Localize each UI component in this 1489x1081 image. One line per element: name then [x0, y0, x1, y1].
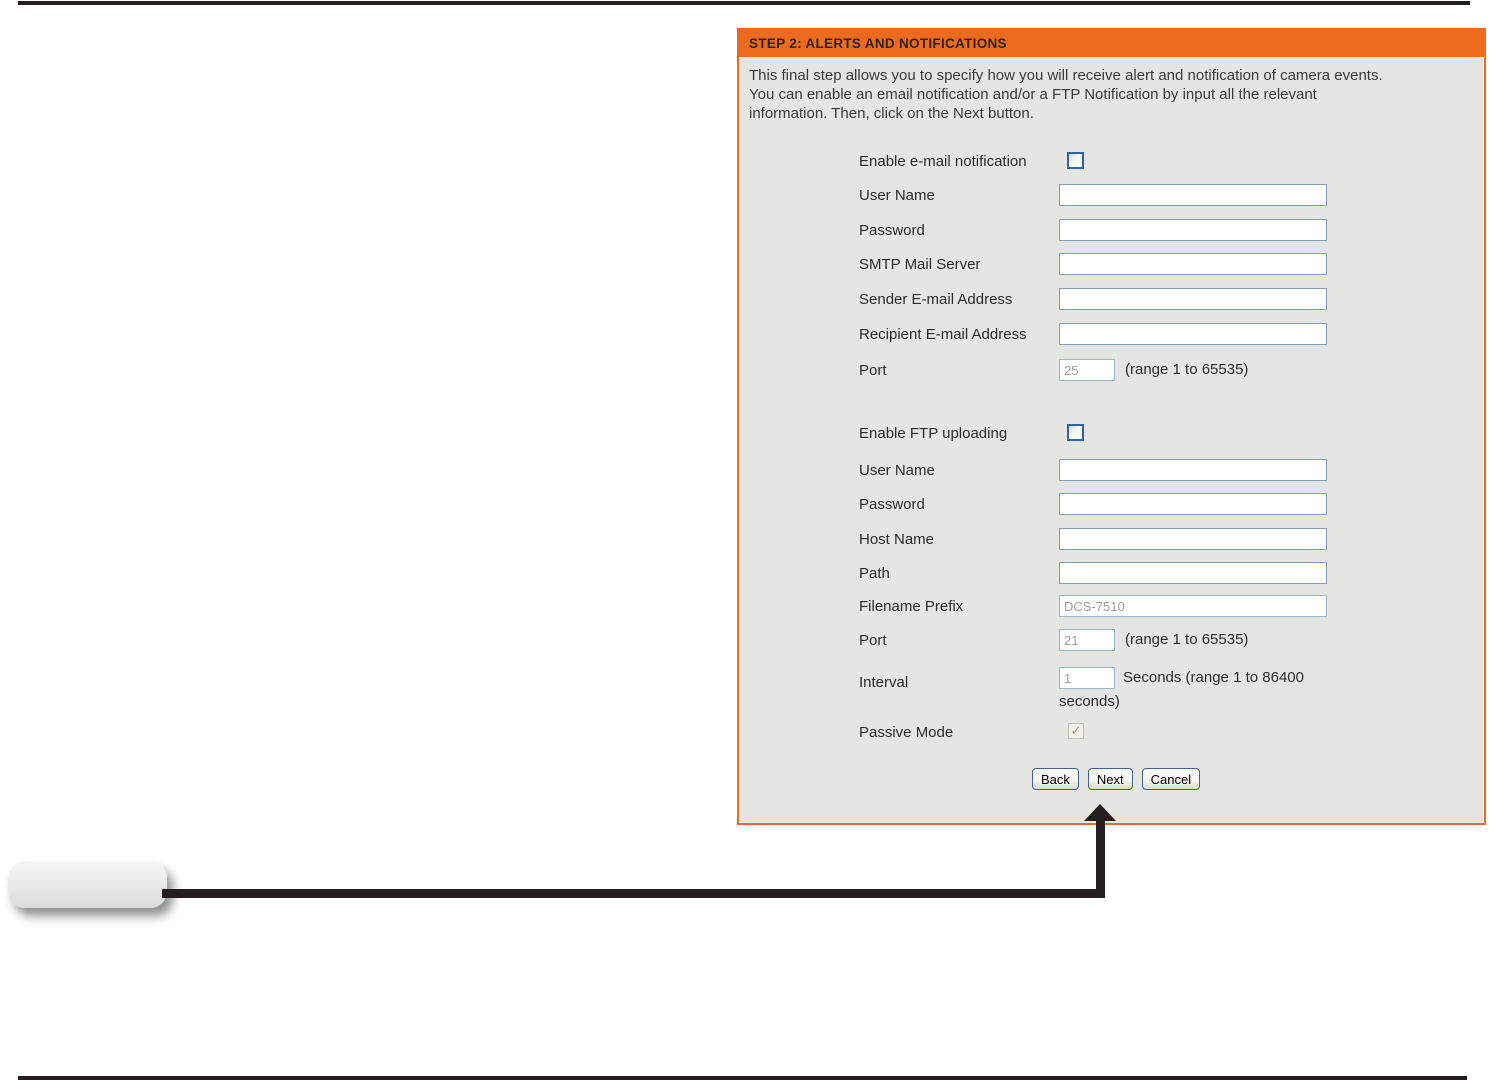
annotation-arrow-head-icon	[1084, 804, 1116, 821]
smtp-server-input[interactable]	[1059, 253, 1327, 275]
email-password-input[interactable]	[1059, 219, 1327, 241]
sender-email-label: Sender E-mail Address	[859, 291, 1013, 308]
enable-email-label: Enable e-mail notification	[859, 153, 1027, 170]
recipient-email-label: Recipient E-mail Address	[859, 326, 1027, 343]
ftp-port-label: Port	[859, 632, 887, 649]
ftp-password-label: Password	[859, 496, 925, 513]
ftp-interval-range-hint: Seconds (range 1 to 86400 seconds)	[1059, 669, 1304, 710]
ftp-filename-prefix-label: Filename Prefix	[859, 598, 964, 615]
annotation-arrow-line	[162, 889, 1105, 898]
passive-mode-label: Passive Mode	[859, 724, 954, 741]
annotation-arrow-stem	[1096, 819, 1105, 898]
email-port-range-hint: (range 1 to 65535)	[1125, 361, 1249, 378]
ftp-username-input[interactable]	[1059, 459, 1327, 481]
enable-ftp-label: Enable FTP uploading	[859, 425, 1008, 442]
intro-line: information. Then, click on the Next button.	[749, 105, 1034, 122]
email-password-label: Password	[859, 222, 925, 239]
ftp-password-input[interactable]	[1059, 493, 1327, 515]
ftp-path-label: Path	[859, 565, 890, 582]
cancel-button[interactable]: Cancel	[1142, 768, 1200, 790]
email-username-input[interactable]	[1059, 184, 1327, 206]
wizard-panel	[737, 28, 1486, 825]
ftp-interval-label: Interval	[859, 674, 909, 691]
ftp-interval-input[interactable]	[1059, 667, 1115, 689]
ftp-interval-row	[1059, 666, 1349, 714]
wizard-body	[739, 57, 1484, 823]
ftp-filename-prefix-input[interactable]	[1059, 595, 1327, 617]
ftp-path-input[interactable]	[1059, 562, 1327, 584]
intro-line: This final step allows you to specify how you will receive alert and notification of camera events.	[749, 67, 1383, 84]
email-username-label: User Name	[859, 187, 935, 204]
ftp-port-range-hint: (range 1 to 65535)	[1125, 631, 1249, 648]
wizard-button-row	[1032, 768, 1200, 790]
email-port-label: Port	[859, 362, 887, 379]
smtp-server-label: SMTP Mail Server	[859, 256, 981, 273]
recipient-email-input[interactable]	[1059, 323, 1327, 345]
next-button[interactable]: Next	[1088, 768, 1133, 790]
enable-ftp-checkbox[interactable]	[1067, 424, 1084, 441]
ftp-port-input[interactable]	[1059, 629, 1115, 651]
ftp-host-input[interactable]	[1059, 528, 1327, 550]
sender-email-input[interactable]	[1059, 288, 1327, 310]
passive-mode-checkbox[interactable]: ✓	[1068, 723, 1084, 739]
enable-email-checkbox[interactable]	[1067, 152, 1084, 169]
callout-pill	[8, 861, 167, 908]
wizard-intro	[749, 66, 1459, 123]
ftp-host-label: Host Name	[859, 531, 935, 548]
page-bottom-rule	[18, 1076, 1467, 1080]
page-top-rule	[18, 1, 1470, 5]
wizard-title: STEP 2: ALERTS AND NOTIFICATIONS	[739, 30, 1484, 57]
email-port-input[interactable]	[1059, 359, 1115, 381]
intro-line: You can enable an email notification and/or a FTP Notification by input all the relevant	[749, 86, 1317, 103]
back-button[interactable]: Back	[1032, 768, 1079, 790]
ftp-username-label: User Name	[859, 462, 935, 479]
